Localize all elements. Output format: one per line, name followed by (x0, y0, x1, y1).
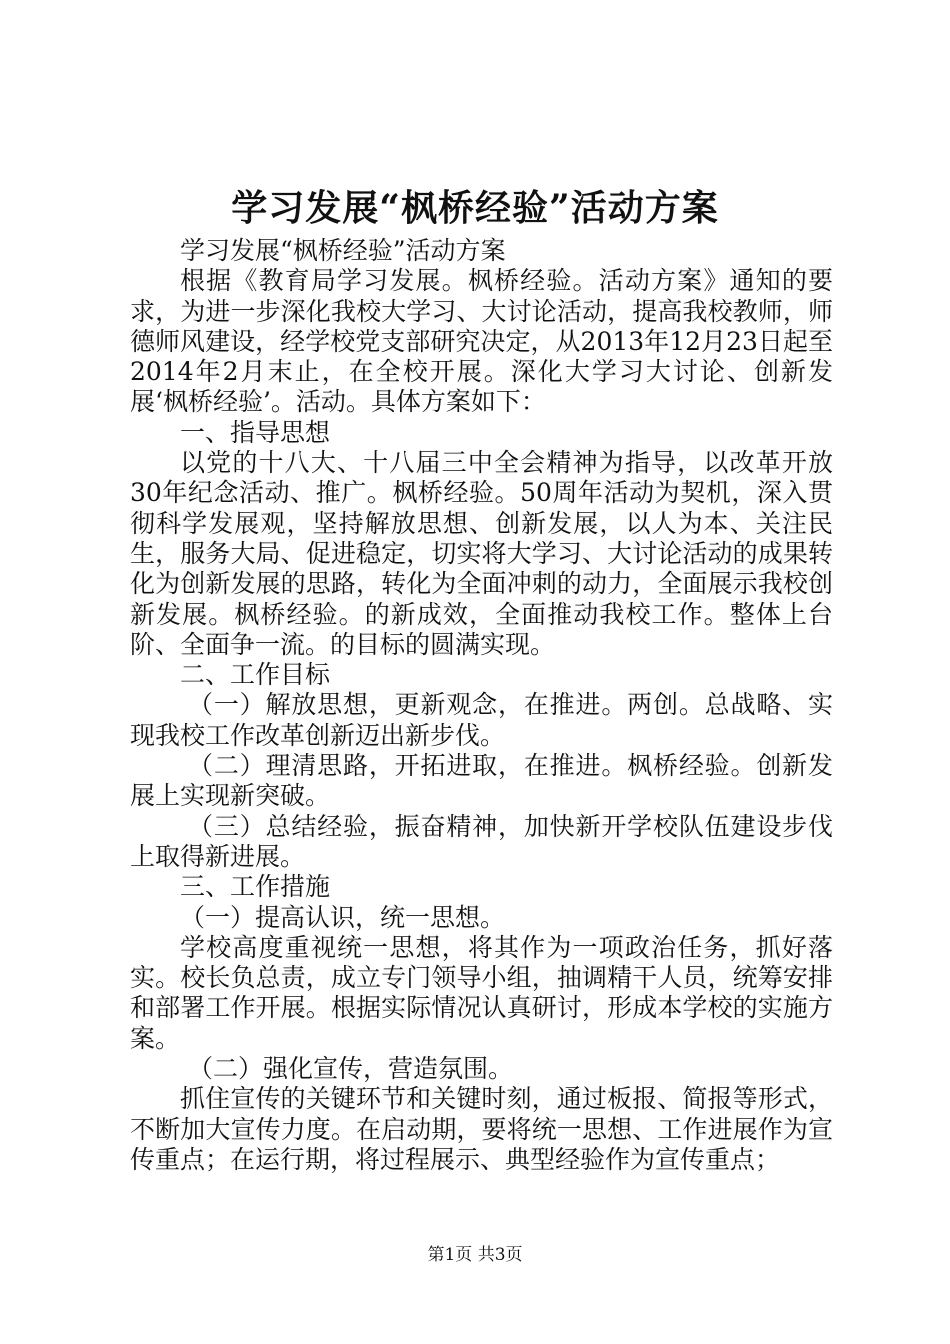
subheading-measure-1: （一）提高认识，统一思想。 (180, 902, 506, 932)
paragraph-intro: 根据《教育局学习发展。枫桥经验。活动方案》通知的要求，为进一步深化我校大学习、大讨论活动，提高我校教师，师德师风建设，经学校党支部研究决定，从2013年12月23日起至2014年2月末止，在全校开展。深化大学习大讨论、创新发展‘枫桥经验’。活动。具体方案如下： (130, 266, 833, 417)
page-footer: 第1页 共3页 (427, 1245, 523, 1265)
heading-work-goals: 二、工作目标 (180, 660, 331, 690)
paragraph-measure-1: 学校高度重视统一思想，将其作为一项政治任务，抓好落实。校长负总责，成立专门领导小组，抽调精干人员，统筹安排和部署工作开展。根据实际情况认真研讨，形成本学校的实施方案。 (130, 932, 833, 1053)
document-title: 学习发展“枫桥经验”活动方案 (231, 187, 719, 229)
heading-work-measures: 三、工作措施 (180, 872, 331, 902)
paragraph-guiding-thought: 以党的十八大、十八届三中全会精神为指导，以改革开放30年纪念活动、推广。枫桥经验。50周年活动为契机，深入贯彻科学发展观，坚持解放思想、创新发展，以人为本、关注民生，服务大局、促进稳定，切实将大学习、大讨论活动的成果转化为创新发展的思路，转化为全面冲刺的动力，全面展示我校创新发展。枫桥经验。的新成效，全面推动我校工作。整体上台阶、全面争一流。的目标的圆满实现。 (130, 448, 833, 659)
paragraph-measure-2: 抓住宣传的关键环节和关键时刻，通过板报、简报等形式，不断加大宣传力度。在启动期，要将统一思想、工作进展作为宣传重点；在运行期，将过程展示、典型经验作为宣传重点； (130, 1084, 833, 1174)
paragraph-goal-3: （三）总结经验，振奋精神，加快新开学校队伍建设步伐上取得新进展。 (130, 811, 833, 871)
heading-guiding-thought: 一、指导思想 (180, 417, 331, 447)
document-body (130, 236, 833, 1175)
paragraph-goal-1: （一）解放思想，更新观念，在推进。两创。总战略、实现我校工作改革创新迈出新步伐。 (130, 690, 833, 750)
subheading-measure-2: （二）强化宣传，营造氛围。 (188, 1054, 514, 1084)
paragraph-goal-2: （二）理清思路，开拓进取，在推进。枫桥经验。创新发展上实现新突破。 (130, 751, 833, 811)
paragraph-subtitle: 学习发展“枫桥经验”活动方案 (180, 236, 506, 265)
